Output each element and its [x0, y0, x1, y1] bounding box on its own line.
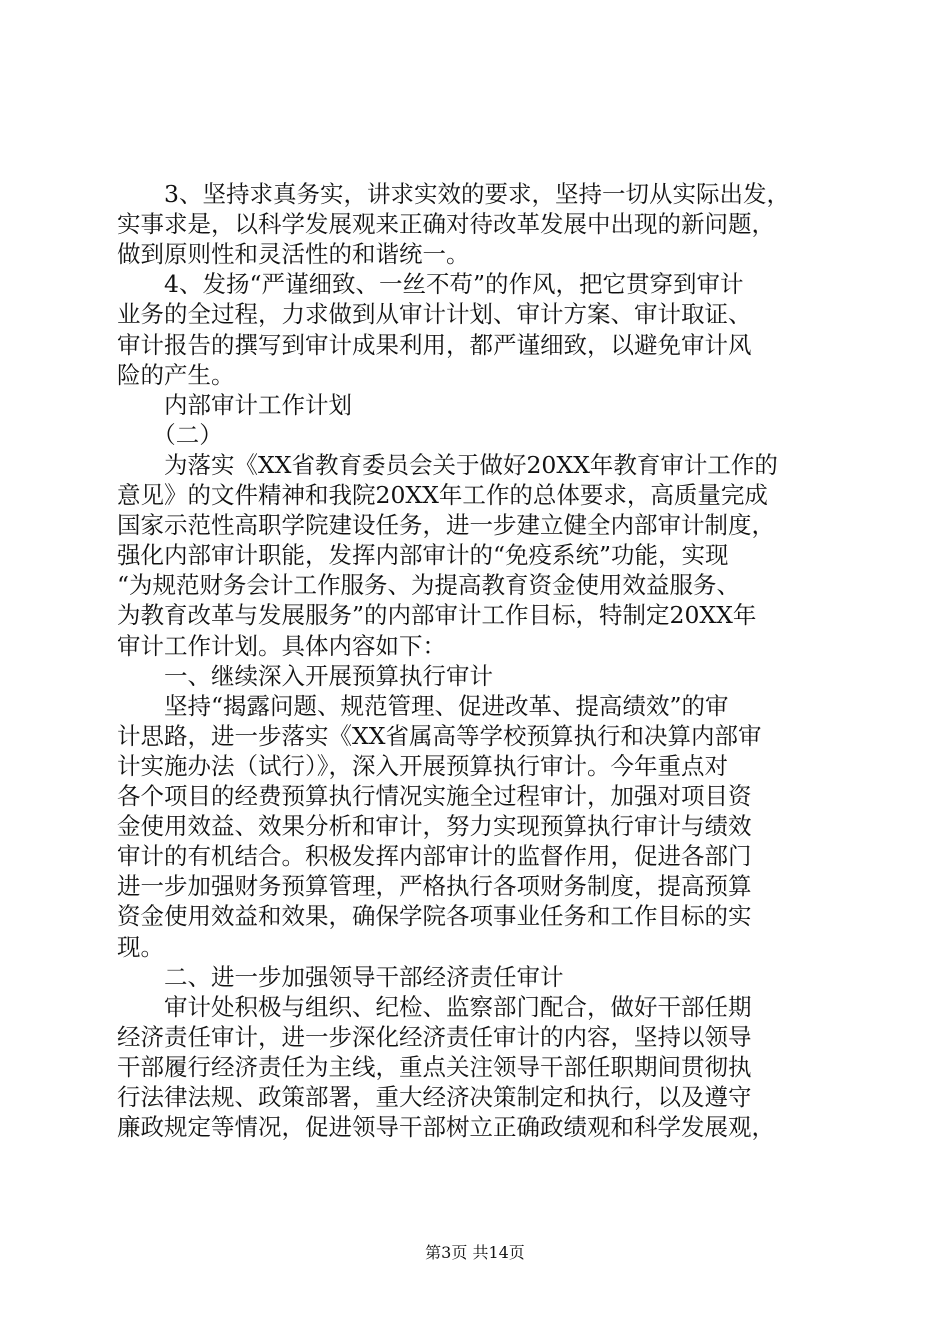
text-line: “为规范财务会计工作服务、为提高教育资金使用效益服务、 [117, 571, 741, 600]
page-footer: 第3页 共14页 [425, 1243, 525, 1262]
text-line: 进一步加强财务预算管理，严格执行各项财务制度，提高预算 [117, 872, 752, 901]
text-line: 干部履行经济责任为主线，重点关注领导干部任职期间贯彻执 [117, 1052, 752, 1081]
text-line: 资金使用效益和效果，确保学院各项事业任务和工作目标的实 [117, 902, 752, 931]
text-line: 为教育改革与发展服务”的内部审计工作目标，特制定20XX年 [117, 601, 757, 630]
text-line: 计实施办法（试行）》，深入开展预算执行审计。今年重点对 [117, 751, 728, 780]
text-line: 坚持“揭露问题、规范管理、促进改革、提高绩效”的审 [117, 691, 729, 720]
text-line: 国家示范性高职学院建设任务，进一步建立健全内部审计制度， [117, 511, 775, 540]
text-line: 实事求是，以科学发展观来正确对待改革发展中出现的新问题， [117, 210, 775, 239]
text-line: 审计报告的撰写到审计成果利用，都严谨细致，以避免审计风 [117, 330, 752, 359]
text-line: 4、发扬“严谨细致、一丝不苟”的作风，把它贯穿到审计 [117, 270, 744, 299]
text-line: 现。 [117, 932, 164, 961]
text-line: （二） [117, 420, 223, 449]
text-line: 审计处积极与组织、纪检、监察部门配合，做好干部任期 [117, 992, 752, 1021]
text-line: 为落实《XX省教育委员会关于做好20XX年教育审计工作的 [117, 450, 778, 479]
text-line: 行法律法规、政策部署，重大经济决策制定和执行，以及遵守 [117, 1083, 752, 1111]
text-line: 强化内部审计职能，发挥内部审计的“免疫系统”功能，实现 [117, 541, 729, 570]
text-line: 廉政规定等情况，促进领导干部树立正确政绩观和科学发展观， [117, 1113, 775, 1142]
text-line: 计思路，进一步落实《XX省属高等学校预算执行和决算内部审 [117, 721, 762, 750]
text-line: 险的产生。 [117, 360, 235, 389]
text-line: 意见》的文件精神和我院20XX年工作的总体要求，高质量完成 [117, 481, 768, 509]
text-line: 做到原则性和灵活性的和谐统一。 [117, 240, 470, 269]
text-line: 3、坚持求真务实，讲求实效的要求，坚持一切从实际出发， [117, 180, 790, 208]
text-line: 审计的有机结合。积极发挥内部审计的监督作用，促进各部门 [117, 842, 752, 871]
text-line: 金使用效益、效果分析和审计，努力实现预算执行审计与绩效 [117, 812, 752, 841]
text-line: 各个项目的经费预算执行情况实施全过程审计，加强对项目资 [117, 782, 752, 810]
text-line: 审计工作计划。具体内容如下： [117, 631, 446, 660]
text-line: 经济责任审计，进一步深化经济责任审计的内容，坚持以领导 [117, 1022, 752, 1051]
text-line: 业务的全过程，力求做到从审计计划、审计方案、审计取证、 [117, 300, 752, 329]
text-line: 一、继续深入开展预算执行审计 [117, 661, 493, 690]
text-line: 二、进一步加强领导干部经济责任审计 [117, 962, 564, 991]
text-line: 内部审计工作计划 [117, 390, 352, 419]
